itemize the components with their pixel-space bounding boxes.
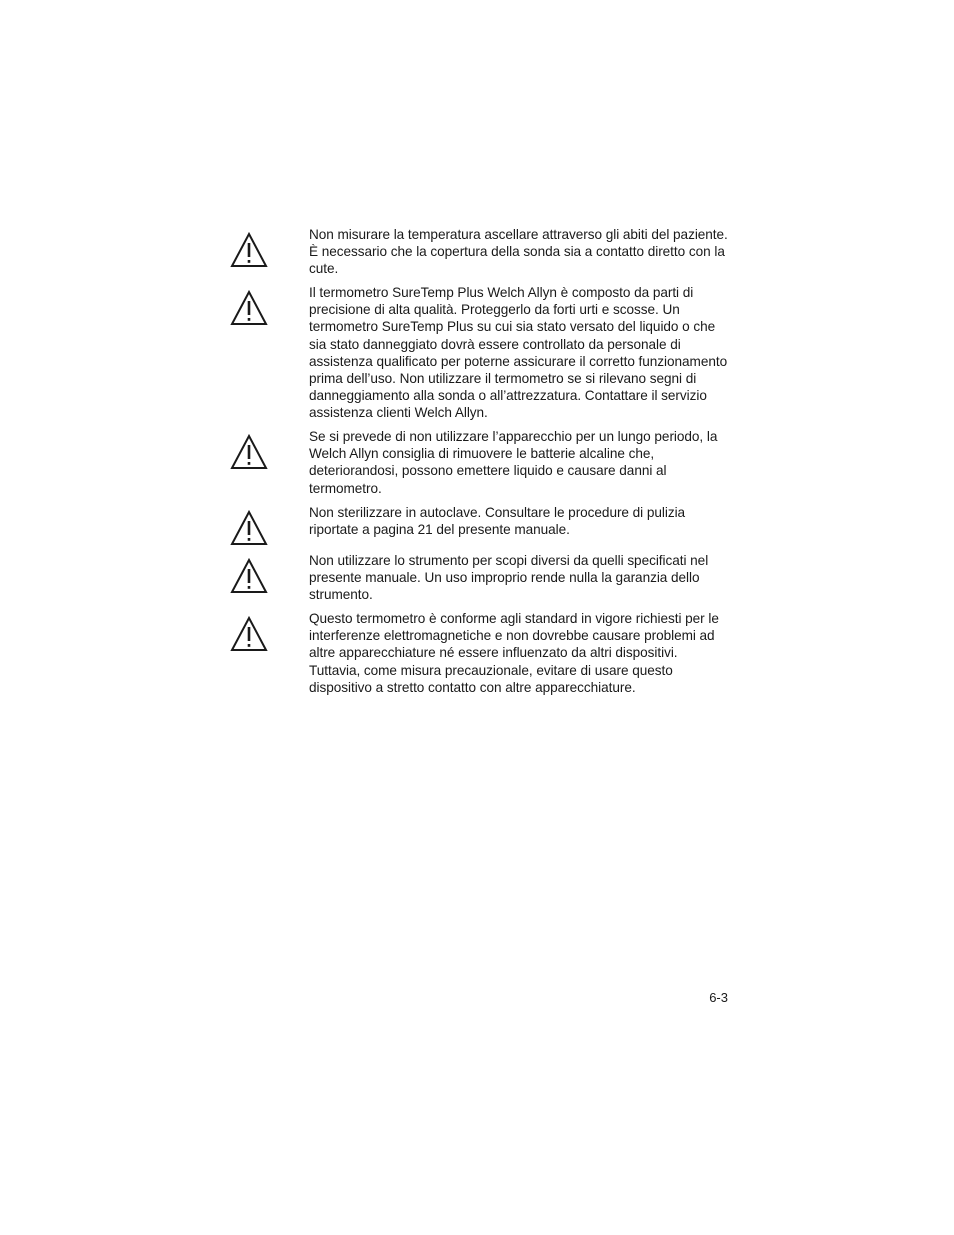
warning-triangle-icon [230, 616, 268, 652]
warning-text: Questo termometro è conforme agli standard in vigore richiesti per le interferenze elettromagnetiche e non dovrebbe causare problemi ad altre apparecchiature né essere influenzato da altri dispositivi. Tuttavia, come misura precauzionale, evitare di usare questo dispositivo a stretto contatto con altre apparecchiature. [309, 611, 719, 695]
warning-text: Non utilizzare lo strumento per scopi diversi da quelli specificati nel presente manuale. Un uso improprio rende nulla la garanzia dello strumento. [309, 553, 709, 603]
warning-text: Non misurare la temperatura ascellare attraverso gli abiti del paziente. È necessario che la copertura della sonda sia a contatto diretto con la cute. [309, 227, 728, 277]
warning-triangle-icon [230, 434, 268, 470]
warning-triangle-icon [230, 510, 268, 546]
warning-text: Non sterilizzare in autoclave. Consultare le procedure di pulizia riportate a pagina 21 del presente manuale. [309, 505, 686, 538]
page-number: 6-3 [709, 990, 728, 1005]
warning-triangle-icon [230, 558, 268, 594]
warning-text: Se si prevede di non utilizzare l’apparecchio per un lungo periodo, la Welch Allyn consiglia di rimuovere le batterie alcaline che, deteriorandosi, possono emettere liquido e causare danni al termometro. [309, 429, 718, 496]
warning-text: Il termometro SureTemp Plus Welch Allyn è composto da parti di precisione di alta qualità. Proteggerlo da forti urti e scosse. Un termometro SureTemp Plus su cui sia stato versato del liquido o che sia stato danneggiato dovrà essere controllato da personale di assistenza qualificato per poterne assicurare il corretto funzionamento prima dell’uso. Non utilizzare il termometro se si rilevano segni di danneggiamento alla sonda o all’attrezzatura. Contattare il servizio assistenza clienti Welch Allyn. [309, 285, 728, 421]
warning-triangle-icon [230, 290, 268, 326]
warning-triangle-icon [230, 232, 268, 268]
